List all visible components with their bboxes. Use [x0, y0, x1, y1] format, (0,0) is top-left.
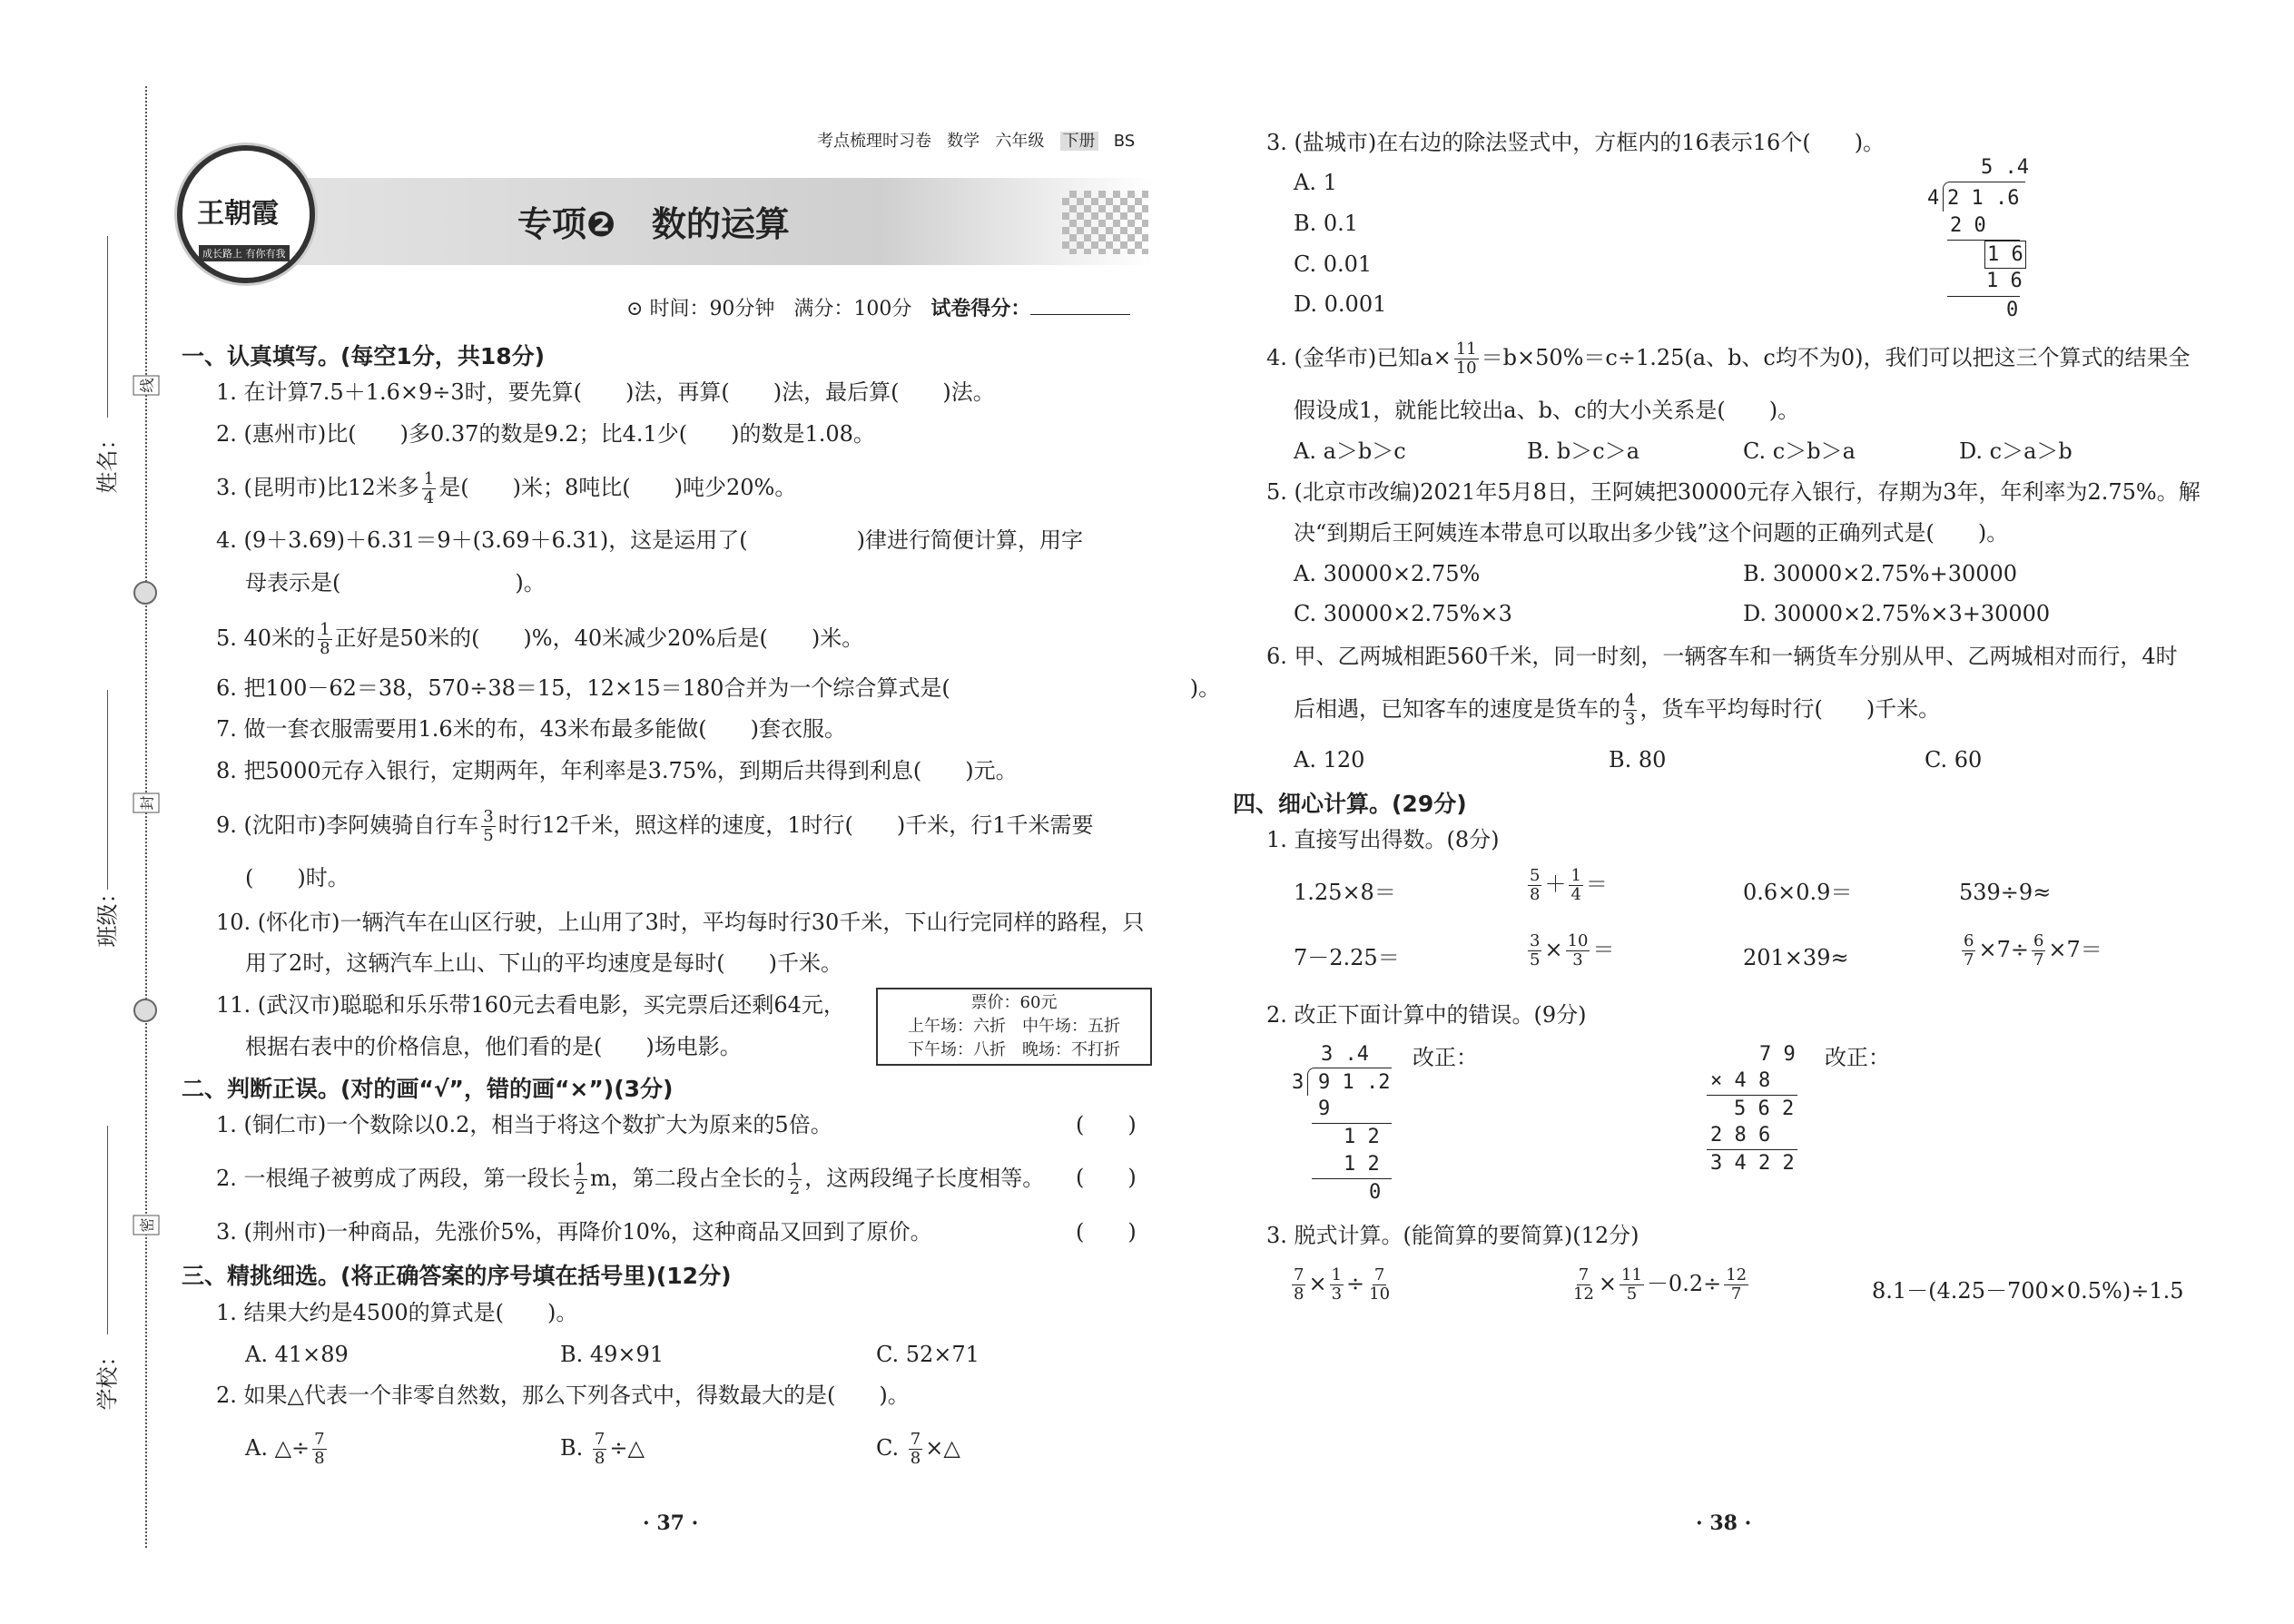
fix-label-2: 改正：: [1825, 1045, 1890, 1070]
expr-1: $\frac{7}{8}$ × $\frac{1}{3}$ ÷ $\frac{7}{10}$: [1294, 1265, 1391, 1304]
exam-meta: ⊙ 时间：90分钟 满分：100分 试卷得分：: [626, 293, 1130, 321]
s3-q3-option-b: B. 0.1: [1294, 211, 1359, 236]
s3-q2-option-c: C. $\frac{7}{8}$ ×△: [876, 1430, 960, 1468]
ticket-title: 票价：60元: [970, 993, 1058, 1012]
boxed-16: 1 6: [1984, 241, 2026, 269]
s2-q1-answer[interactable]: ( ): [1076, 1112, 1137, 1137]
s2-q3-answer[interactable]: ( ): [1076, 1219, 1137, 1245]
s3-q5-option-a: A. 30000×2.75%: [1294, 561, 1481, 586]
s1-q9-line2: ( )时。: [245, 865, 350, 891]
s1-q7: 7. 做一套衣服需要用1.6米的布，43米布最多能做( )套衣服。: [216, 716, 846, 742]
clock-icon: ⊙: [626, 298, 644, 320]
s3-q3-option-c: C. 0.01: [1294, 251, 1373, 277]
binding-hole-icon: [133, 581, 157, 605]
brand-logo: [177, 145, 315, 283]
s3-q4-option-a: A. a＞b＞c: [1294, 438, 1406, 464]
s3-q1-option-a: A. 41×89: [245, 1342, 349, 1367]
calc-1: 1.25×8＝: [1294, 880, 1396, 905]
s1-q11-line2: 根据右表中的价格信息，他们看的是( )场电影。: [245, 1034, 742, 1059]
calc-6: $\frac{3}{5}$ × $\frac{10}{3}$ ＝: [1530, 931, 1615, 969]
s3-q2-option-a: A. △÷ $\frac{7}{8}$: [245, 1430, 325, 1468]
s2-q1: 1. (铜仁市)一个数除以0.2，相当于将这个数扩大为原来的5倍。: [216, 1112, 832, 1137]
s3-q4-line1: 4. (金华市)已知a× $\frac{11}{10}$ ＝b×50%＝c÷1.25(a、b、c均不为0)，我们可以把这三个算式的结果全: [1266, 340, 2191, 378]
s1-q3: 3. (昆明市)比12米多 $\frac{1}{4}$ 是( )米；8吨比( )吨少20%。: [216, 469, 797, 507]
s2-q3: 3. (荆州市)一种商品，先涨价5%，再降价10%，这种商品又回到了原价。: [216, 1219, 932, 1245]
s1-q10-line2: 用了2时，这辆汽车上山、下山的平均速度是每时( )千米。: [245, 950, 842, 976]
page-title: 专项❷ 数的运算: [517, 204, 790, 244]
s1-q4-line1: 4. (9＋3.69)＋6.31＝9＋(3.69＋6.31)，这是运用了( )律进行简便计算，用字: [216, 527, 1083, 553]
brand-name: 王朝霞: [197, 198, 279, 230]
section-3-title: 三、精挑细选。(将正确答案的序号填在括号里)(12分): [182, 1263, 732, 1289]
class-label: 班级：: [94, 881, 121, 948]
name-label: 姓名：: [94, 428, 121, 494]
s3-q5-option-b: B. 30000×2.75%+30000: [1743, 561, 2018, 586]
brand-motto: 成长路上 有你有我: [199, 245, 290, 261]
s2-q2-answer[interactable]: ( ): [1076, 1165, 1137, 1190]
s3-q2: 2. 如果△代表一个非零自然数，那么下列各式中，得数最大的是( )。: [216, 1383, 910, 1408]
calc-2: $\frac{5}{8}$ ＋ $\frac{1}{4}$ ＝: [1530, 866, 1608, 904]
s3-q3: 3. (盐城市)在右边的除法竖式中，方框内的16表示16个( )。: [1266, 130, 1885, 155]
s3-q1-option-c: C. 52×71: [876, 1342, 980, 1367]
s4-p3: 3. 脱式计算。(能简算的要简算)(12分): [1266, 1223, 1639, 1248]
s3-q6-line1: 6. 甲、乙两城相距560千米，同一时刻，一辆客车和一辆货车分别从甲、乙两城相对而行，4时: [1266, 644, 2178, 669]
ticket-row-2: 下午场：八折 晚场：不打折: [908, 1040, 1120, 1059]
page-number-right: · 38 ·: [1696, 1511, 1752, 1535]
s3-q5-option-c: C. 30000×2.75%×3: [1294, 601, 1512, 626]
series-info: 考点梳理时习卷 数学 六年级 下册 BS: [817, 132, 1136, 151]
calc-7: 201×39≈: [1743, 945, 1849, 970]
calc-5: 7－2.25＝: [1294, 945, 1400, 970]
calc-3: 0.6×0.9＝: [1743, 880, 1853, 905]
s3-q6-option-a: A. 120: [1294, 747, 1365, 773]
s1-q5: 5. 40米的 $\frac{1}{8}$ 正好是50米的( )%，40米减少20%后是( )米。: [216, 620, 864, 658]
s4-p1: 1. 直接写出得数。(8分): [1266, 827, 1500, 852]
s3-q3-option-a: A. 1: [1294, 170, 1337, 195]
calc-8: $\frac{6}{7}$ ×7÷ $\frac{6}{7}$ ×7＝: [1964, 931, 2102, 969]
s1-q1: 1. 在计算7.5＋1.6×9÷3时，要先算( )法，再算( )法，最后算( )法。: [216, 379, 995, 405]
s3-q2-option-b: B. $\frac{7}{8}$ ÷△: [560, 1430, 645, 1468]
page-number-left: · 37 ·: [643, 1511, 699, 1535]
s3-q1-option-b: B. 49×91: [560, 1342, 665, 1367]
s3-q4-option-b: B. b＞c＞a: [1527, 438, 1640, 464]
s3-q6-option-c: C. 60: [1925, 747, 1983, 773]
ticket-price-table: [876, 988, 1152, 1066]
s1-q9: 9. (沈阳市)李阿姨骑自行车 $\frac{3}{5}$ 时行12千米，照这样的速度，1时行( )千米，行1千米需要: [216, 807, 1094, 845]
expr-3: 8.1－(4.25－700×0.5%)÷1.5: [1872, 1278, 2184, 1304]
s3-q5-line1: 5. (北京市改编)2021年5月8日，王阿姨把30000元存入银行，存期为3年，年利率为2.75%。解: [1266, 479, 2200, 505]
s2-q2: 2. 一根绳子被剪成了两段，第一段长 $\frac{1}{2}$ m，第二段占全长的 $\frac{1}{2}$ ，这两段绳子长度相等。: [216, 1160, 1045, 1198]
s1-q6: 6. 把100－62＝38，570÷38＝15，12×15＝180合并为一个综合算式是( )。: [216, 675, 1221, 701]
binding-hole-icon: [133, 999, 157, 1022]
s1-q11-line1: 11. (武汉市)聪聪和乐乐带160元去看电影，买完票后还剩64元，: [216, 992, 845, 1018]
seal-mark: 封: [133, 792, 160, 812]
section-1-title: 一、认真填写。(每空1分，共18分): [182, 343, 546, 369]
school-label: 学校：: [94, 1344, 121, 1411]
calc-4: 539÷9≈: [1959, 880, 2052, 905]
dense-mark: 密: [133, 1215, 160, 1235]
line-mark: 线: [133, 375, 160, 395]
s3-q6-line2: 后相遇，已知客车的速度是货车的 $\frac{4}{3}$ ，货车平均每时行( )千米。: [1294, 691, 1941, 729]
checker-pattern: [1062, 191, 1148, 254]
s4-p2: 2. 改正下面计算中的错误。(9分): [1266, 1002, 1587, 1028]
s3-q4-option-d: D. c＞a＞b: [1959, 438, 2072, 464]
s3-q5-line2: 决“到期后王阿姨连本带息可以取出多少钱”这个问题的正确列式是( )。: [1294, 520, 2009, 546]
section-4-title: 四、细心计算。(29分): [1233, 791, 1467, 817]
ticket-row-1: 上午场：六折 中午场：五折: [908, 1017, 1120, 1036]
section-2-title: 二、判断正误。(对的画“√”，错的画“×”)(3分): [182, 1076, 674, 1102]
s3-q5-option-d: D. 30000×2.75%×3+30000: [1743, 601, 2051, 626]
s3-q1: 1. 结果大约是4500的算式是( )。: [216, 1300, 578, 1325]
s1-q4-line2: 母表示是( )。: [245, 570, 546, 595]
s1-q8: 8. 把5000元存入银行，定期两年，年利率是3.75%，到期后共得到利息( )元。: [216, 758, 1018, 783]
s1-q10-line1: 10. (怀化市)一辆汽车在山区行驶，上山用了3时，平均每时行30千米，下山行完同样的路程，只: [216, 910, 1145, 935]
s3-q3-option-d: D. 0.001: [1294, 291, 1387, 317]
s1-q2: 2. (惠州市)比( )多0.37的数是9.2；比4.1少( )的数是1.08。: [216, 421, 875, 447]
expr-2: $\frac{7}{12}$ × $\frac{11}{5}$ －0.2÷ $\frac{12}{7}$: [1573, 1265, 1748, 1304]
s3-q4-option-c: C. c＞b＞a: [1743, 438, 1856, 464]
fix-label-1: 改正：: [1413, 1045, 1478, 1070]
s3-q4-line2: 假设成1，就能比较出a、b、c的大小关系是( )。: [1294, 398, 1800, 423]
s3-q6-option-b: B. 80: [1609, 747, 1667, 773]
